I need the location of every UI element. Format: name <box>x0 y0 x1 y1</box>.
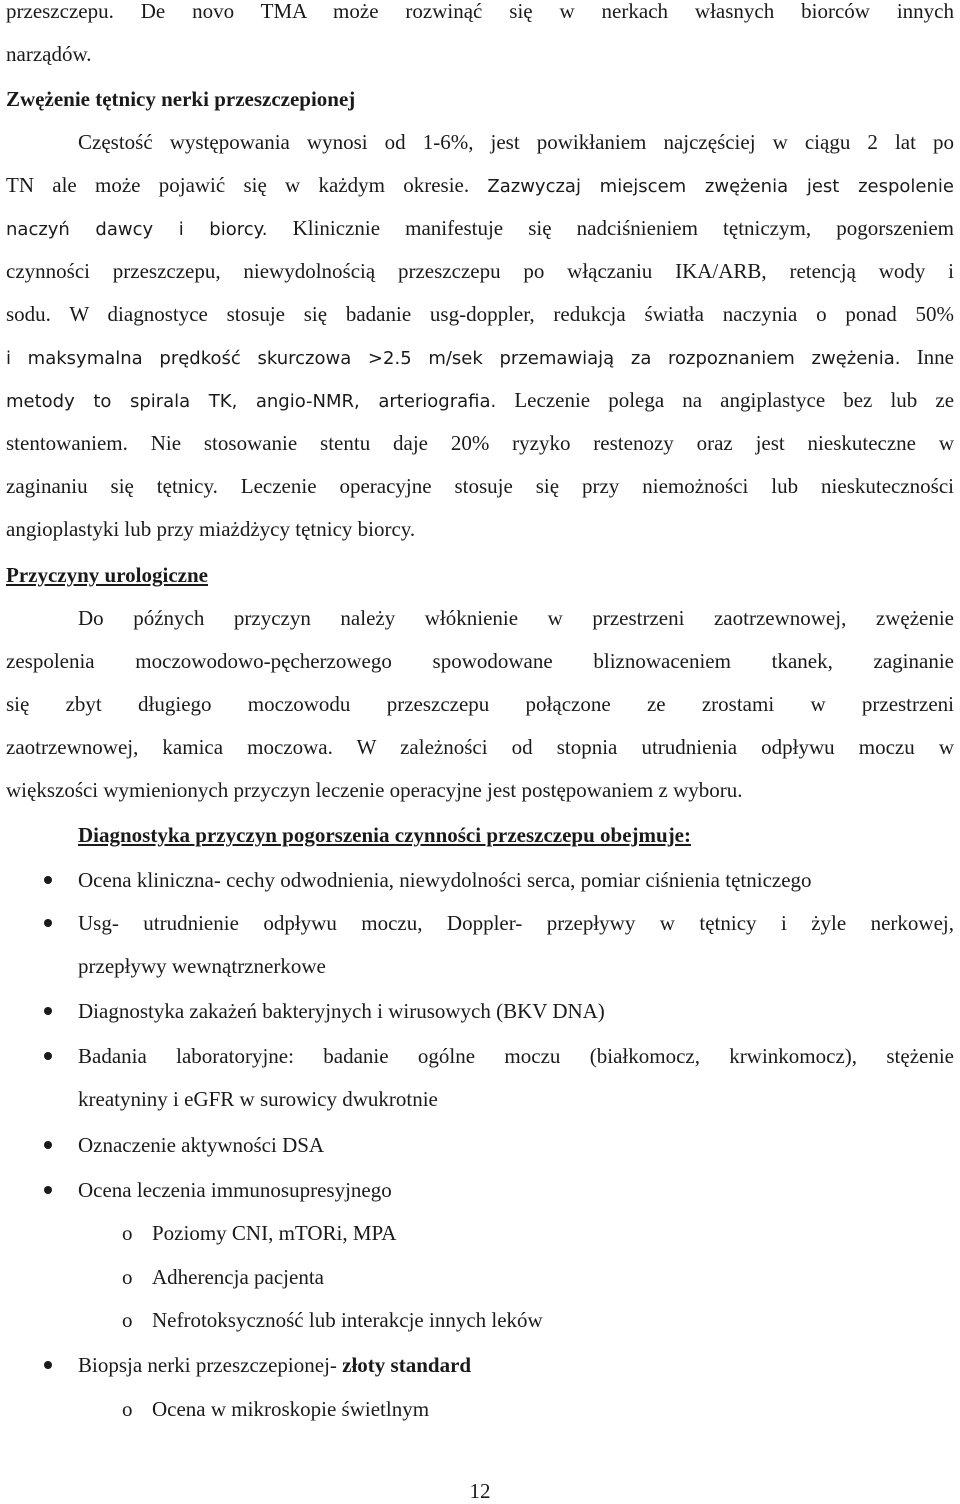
sub-bullet-marker: o <box>122 1308 133 1332</box>
text-line: stentowaniem. Nie stosowanie stentu daje 20% ryzyko restenozy oraz jest nieskuteczne w <box>6 431 955 455</box>
sub-bullet-marker: o <box>122 1265 133 1289</box>
list-item-continuation: przepływy wewnątrznerkowe <box>78 954 326 978</box>
list-item-continuation: kreatyniny i eGFR w surowicy dwukrotnie <box>78 1087 438 1111</box>
text-line: Częstość występowania wynosi od 1-6%, jest powikłaniem najczęściej w ciągu 2 lat po <box>78 130 954 154</box>
text-line: angioplastyki lub przy miażdżycy tętnicy biorcy. <box>6 517 416 541</box>
text-line: i maksymalna prędkość skurczowa >2.5 m/sek przemawiają za rozpoznaniem zwężenia. Inne <box>6 345 955 369</box>
text-line: metody to spirala TK, angio-NMR, arteriografia. Leczenie polega na angiplastyce bez lub ze <box>6 388 955 412</box>
text-line: się zbyt długiego moczowodu przeszczepu połączone ze zrostami w przestrzeni <box>6 692 954 716</box>
list-item: Ocena kliniczna- cechy odwodnienia, niewydolności serca, pomiar ciśnienia tętniczego <box>78 868 812 892</box>
list-item: Usg- utrudnienie odpływu moczu, Doppler- przepływy w tętnicy i żyle nerkowej, <box>78 911 954 935</box>
text-line: TN ale może pojawić się w każdym okresie. Zazwyczaj miejscem zwężenia jest zespolenie <box>6 173 954 197</box>
sub-list-item: Adherencja pacjenta <box>152 1265 324 1289</box>
sub-list-item: Poziomy CNI, mTORi, MPA <box>152 1221 397 1245</box>
bullet-icon <box>44 1007 52 1015</box>
list-item: Badania laboratoryjne: badanie ogólne moczu (białkomocz, krwinkomocz), stężenie <box>78 1044 954 1068</box>
section-heading: Diagnostyka przyczyn pogorszenia czynności przeszczepu obejmuje: <box>78 823 691 847</box>
list-item: Biopsja nerki przeszczepionej- złoty standard <box>78 1353 472 1377</box>
bullet-icon <box>44 1052 52 1060</box>
sub-list-item: Nefrotoksyczność lub interakcje innych leków <box>152 1308 543 1332</box>
page-number: 12 <box>469 1479 491 1503</box>
text-line: większości wymienionych przyczyn leczenie operacyjne jest postępowaniem z wyboru. <box>6 778 743 802</box>
list-item: Ocena leczenia immunosupresyjnego <box>78 1178 392 1202</box>
sub-bullet-marker: o <box>122 1221 133 1245</box>
list-item: Diagnostyka zakażeń bakteryjnych i wirusowych (BKV DNA) <box>78 999 605 1023</box>
text-line: naczyń dawcy i biorcy. Klinicznie manifestuje się nadciśnieniem tętniczym, pogorszeniem <box>6 216 954 240</box>
bullet-icon <box>44 876 52 884</box>
list-item: Oznaczenie aktywności DSA <box>78 1133 325 1157</box>
bullet-icon <box>44 919 52 927</box>
text-line: zespolenia moczowodowo-pęcherzowego spowodowane bliznowaceniem tkanek, zaginanie <box>6 649 954 673</box>
section-heading: Przyczyny urologiczne <box>6 563 208 587</box>
text-line: Do późnych przyczyn należy włóknienie w przestrzeni zaotrzewnowej, zwężenie <box>78 606 954 630</box>
bullet-icon <box>44 1141 52 1149</box>
text-line: zaginaniu się tętnicy. Leczenie operacyjne stosuje się przy niemożności lub nieskuteczności <box>6 474 954 498</box>
text-line: czynności przeszczepu, niewydolnością przeszczepu po włączaniu IKA/ARB, retencją wody i <box>6 259 954 283</box>
text-line: przeszczepu. De novo TMA może rozwinąć się w nerkach własnych biorców innych <box>6 0 954 23</box>
sub-bullet-marker: o <box>122 1397 133 1421</box>
text-line: narządów. <box>6 42 92 66</box>
section-heading: Zwężenie tętnicy nerki przeszczepionej <box>6 87 356 111</box>
bullet-icon <box>44 1186 52 1194</box>
sub-list-item: Ocena w mikroskopie świetlnym <box>152 1397 430 1421</box>
text-line: sodu. W diagnostyce stosuje się badanie usg-doppler, redukcja światła naczynia o ponad 50% <box>6 302 954 326</box>
text-line: zaotrzewnowej, kamica moczowa. W zależności od stopnia utrudnienia odpływu moczu w <box>6 735 954 759</box>
bullet-icon <box>44 1361 52 1369</box>
